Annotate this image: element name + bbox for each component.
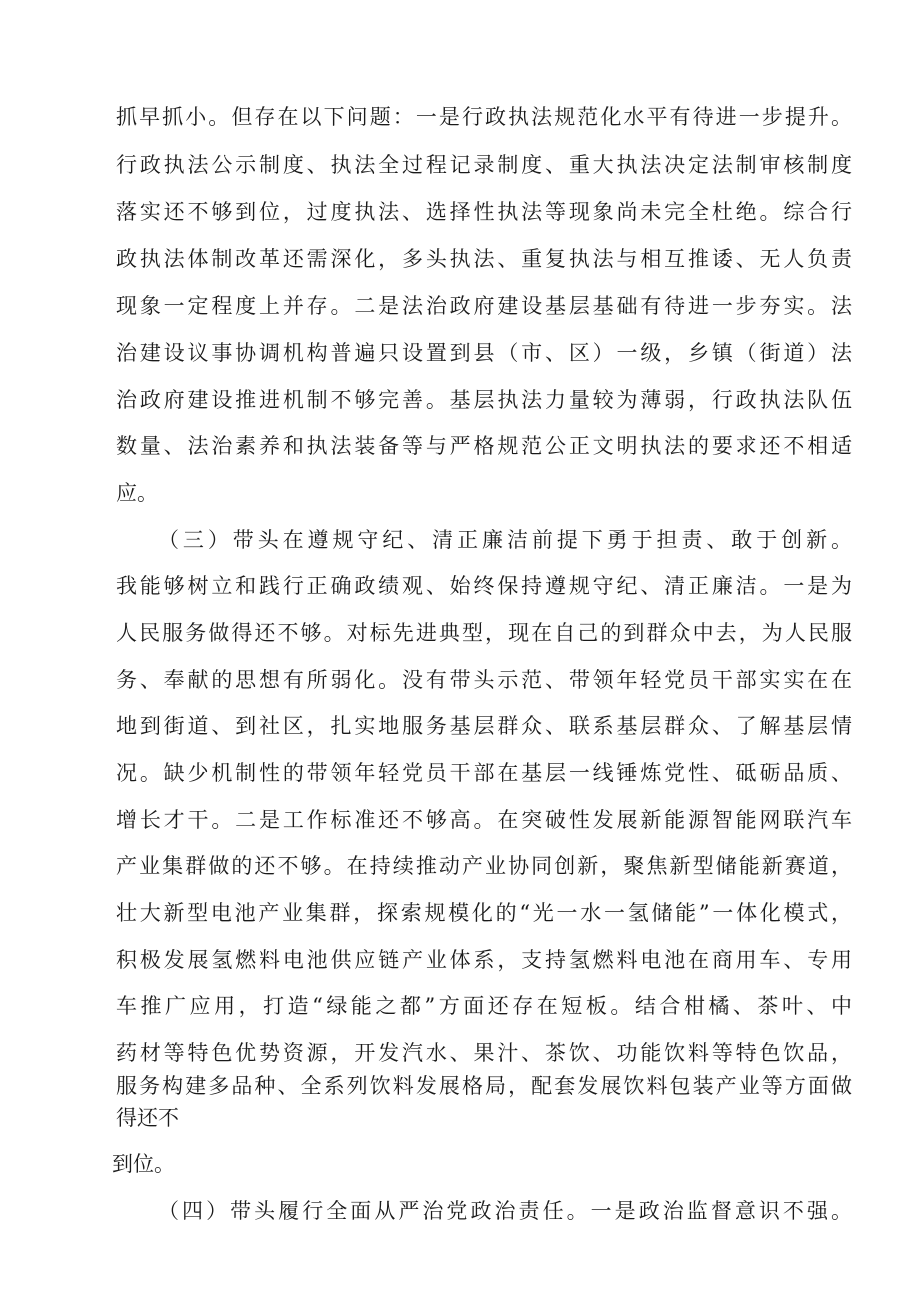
body-text-line: 治政府建设推进机制不够完善。基层执法力量较为薄弱，行政执法队伍 [116,388,852,412]
body-text-line: 服务构建多品种、全系列饮料发展格局，配套发展饮料包装产业等方面做 [116,1074,852,1098]
body-text-line: 药材等特色优势资源，开发汽水、果汁、茶饮、功能饮料等特色饮品， [116,1041,852,1065]
body-text-line: 产业集群做的还不够。在持续推动产业协同创新，聚焦新型储能新赛道， [116,854,852,878]
body-text-line: 现象一定程度上并存。二是法治政府建设基层基础有待进一步夯实。法 [116,294,852,318]
body-text-line: 人民服务做得还不够。对标先进典型，现在自己的到群众中去，为人民服 [116,621,852,645]
body-text-line: 到位。 [112,1152,175,1176]
body-text-line: 政执法体制改革还需深化，多头执法、重复执法与相互推诿、无人负责 [116,247,852,271]
body-text-line: 务、奉献的思想有所弱化。没有带头示范、带领年轻党员干部实实在在 [116,668,852,692]
body-text-line: 数量、法治素养和执法装备等与严格规范公正文明执法的要求还不相适 [116,434,852,458]
body-text-line: 得还不 [116,1106,179,1130]
body-text-line: 壮大新型电池产业集群，探索规模化的“光一水一氢储能”一体化模式， [116,901,852,925]
body-text-line: 应。 [116,481,158,505]
body-text-line: 车推广应用，打造“绿能之都”方面还存在短板。结合柑橘、茶叶、中 [116,994,852,1018]
body-text-line: 我能够树立和践行正确政绩观、始终保持遵规守纪、清正廉洁。一是为 [116,574,852,598]
section-heading-4: （四）带头履行全面从严治党政治责任。一是政治监督意识不强。 [158,1199,852,1223]
body-text-line: 况。缺少机制性的带领年轻党员干部在基层一线锤炼党性、砥砺品质、 [116,761,852,785]
body-text-line: 落实还不够到位，过度执法、选择性执法等现象尚未完全杜绝。综合行 [116,200,852,224]
section-heading-3: （三）带头在遵规守纪、清正廉洁前提下勇于担责、敢于创新。 [158,528,852,552]
body-text-line: 治建设议事协调机构普遍只设置到县（市、区）一级，乡镇（街道）法 [116,341,852,365]
body-text-line: 积极发展氢燃料电池供应链产业体系，支持氢燃料电池在商用车、专用 [116,948,852,972]
body-text-line: 地到街道、到社区，扎实地服务基层群众、联系基层群众、了解基层情 [116,714,852,738]
body-text-line: 抓早抓小。但存在以下问题：一是行政执法规范化水平有待进一步提升。 [116,105,852,129]
body-text-line: 行政执法公示制度、执法全过程记录制度、重大执法决定法制审核制度 [116,153,852,177]
body-text-line: 增长才干。二是工作标准还不够高。在突破性发展新能源智能网联汽车 [116,808,852,832]
